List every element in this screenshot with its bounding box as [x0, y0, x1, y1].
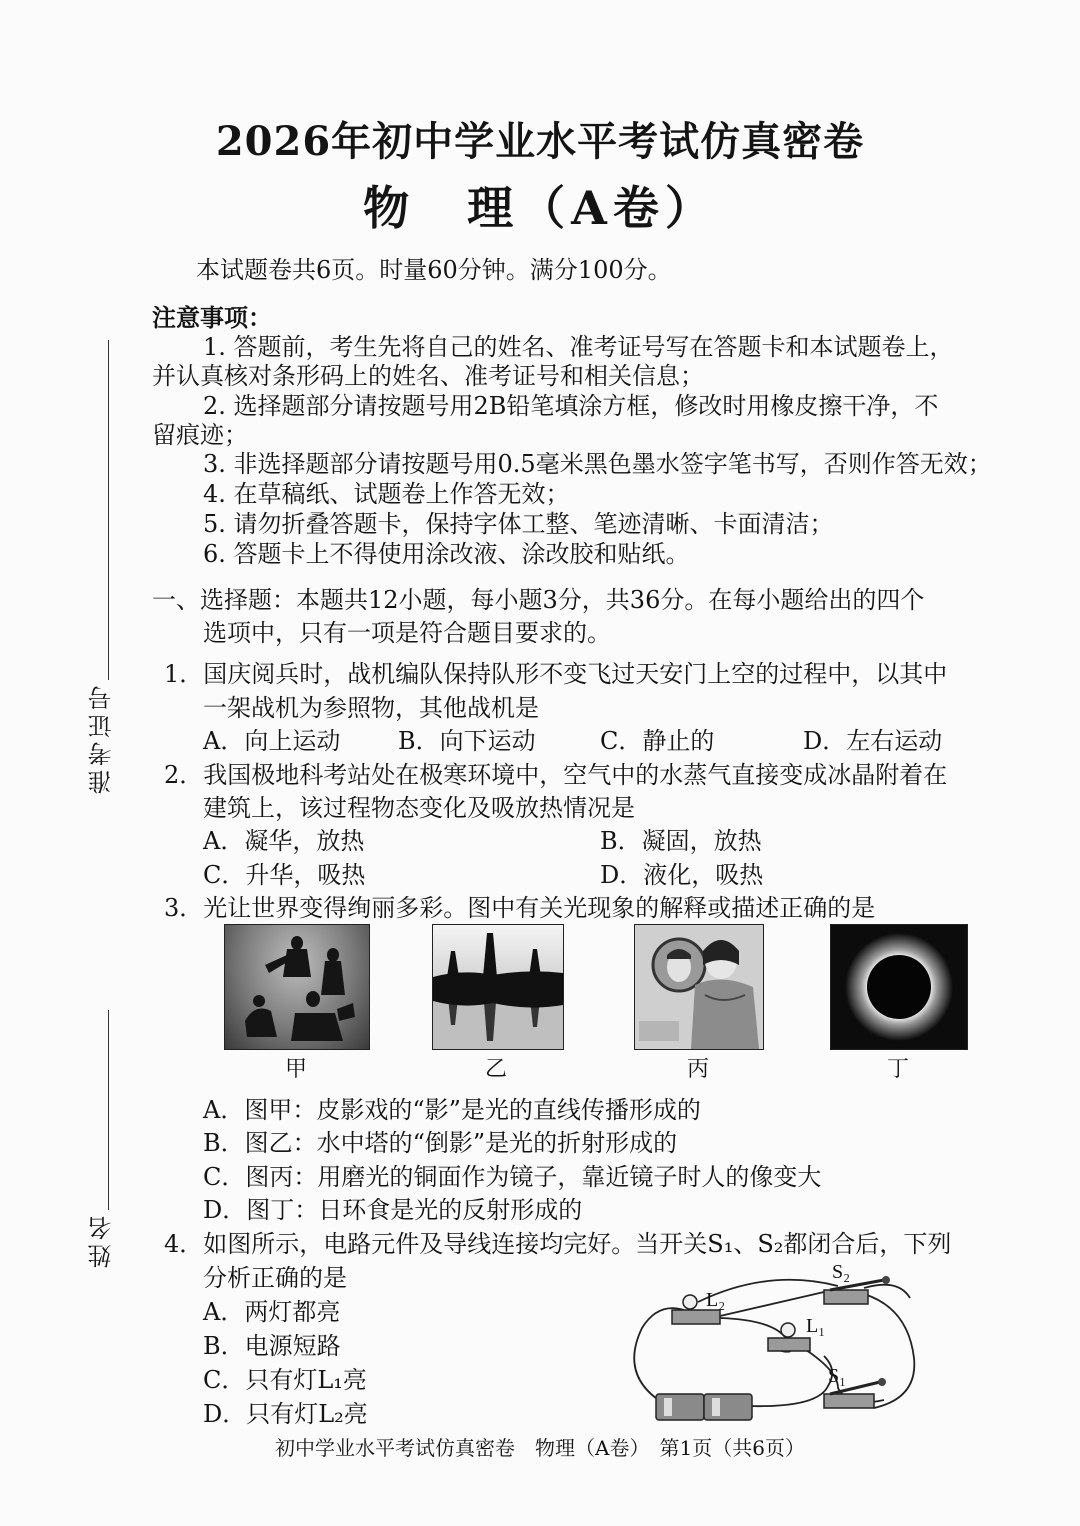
circuit-diagram: [628, 1258, 928, 1428]
q4-option-c: C．只有灯L₁亮: [203, 1366, 367, 1394]
q4-option-a: A．两灯都亮: [203, 1298, 341, 1326]
caption-jia: 甲: [284, 1057, 307, 1082]
exam-id-blank-line: [108, 340, 109, 680]
caption-ding: 丁: [886, 1057, 909, 1082]
question-2: 2．我国极地科考站处在极寒环境中，空气中的水蒸气直接变成冰晶附着在: [164, 761, 948, 789]
lamp-l1: [768, 1323, 810, 1351]
q3-option-c: C．图丙：用磨光的铜面作为镜子，靠近镜子时人的像变大: [203, 1163, 822, 1191]
q2-option-c: C．升华，吸热: [203, 861, 366, 889]
exam-id-label: 准考证号: [88, 682, 116, 794]
caption-bing: 丙: [686, 1057, 709, 1082]
question-1-cont: 一架战机为参照物，其他战机是: [203, 694, 539, 722]
exam-title: 2026年初中学业水平考试仿真密卷: [215, 118, 865, 165]
subject-title: 物 理（A卷）: [363, 181, 717, 235]
name-blank-line: [108, 1010, 109, 1210]
label-s1: S₁: [828, 1365, 847, 1387]
q2-option-a: A．凝华，放热: [203, 827, 365, 855]
q3-option-b: B．图乙：水中塔的“倒影”是光的折射形成的: [203, 1129, 678, 1157]
section-heading-cont: 选项中，只有一项是符合题目要求的。: [203, 619, 611, 647]
question-1: 1．国庆阅兵时，战机编队保持队形不变飞过天安门上空的过程中，以其中: [164, 660, 948, 688]
bronze-mirror-image: [634, 924, 764, 1050]
notice-line: 6. 答题卡上不得使用涂改液、涂改胶和贴纸。: [203, 540, 690, 568]
q3-option-a: A．图甲：皮影戏的“影”是光的直线传播形成的: [203, 1096, 701, 1124]
notice-line: 4. 在草稿纸、试题卷上作答无效；: [203, 480, 570, 508]
q2-option-b: B．凝固，放热: [600, 827, 762, 855]
label-l2: L₂: [706, 1289, 726, 1311]
notice-line: 2. 选择题部分请按题号用2B铅笔填涂方框，修改时用橡皮擦干净，不: [203, 392, 939, 420]
label-s2: S₂: [832, 1261, 851, 1283]
notice-line: 1. 答题前，考生先将自己的姓名、准考证号写在答题卡和本试题卷上，: [203, 333, 954, 361]
notice-line: 留痕迹；: [152, 421, 248, 449]
q1-option-d: D．左右运动: [803, 727, 943, 755]
q1-option-b: B．向下运动: [398, 727, 536, 755]
name-label: 姓名: [88, 1212, 116, 1268]
q4-option-b: B．电源短路: [203, 1332, 341, 1360]
question-4-cont: 分析正确的是: [203, 1264, 347, 1292]
q4-option-d: D．只有灯L₂亮: [203, 1400, 368, 1428]
q1-option-c: C．静止的: [600, 727, 715, 755]
section-heading: 一、选择题：本题共12小题，每小题3分，共36分。在每小题给出的四个: [152, 586, 925, 614]
notice-line: 3. 非选择题部分请按题号用0.5毫米黑色墨水签字笔书写，否则作答无效；: [203, 450, 992, 478]
pagoda-reflection-image: [432, 924, 564, 1050]
battery: [656, 1394, 752, 1420]
shadow-puppet-image: [224, 924, 370, 1050]
question-4: 4．如图所示，电路元件及导线连接均完好。当开关S₁、S₂都闭合后，下列: [164, 1230, 952, 1258]
caption-yi: 乙: [484, 1057, 507, 1082]
eclipse-image: [830, 924, 968, 1050]
question-3: 3．光让世界变得绚丽多彩。图中有关光现象的解释或描述正确的是: [164, 894, 876, 922]
notice-line: 并认真核对条形码上的姓名、准考证号和相关信息；: [152, 362, 704, 390]
page-footer: 初中学业水平考试仿真密卷 物理（A卷） 第1页（共6页）: [275, 1436, 805, 1460]
label-l1: L₁: [806, 1315, 826, 1337]
notice-heading: 注意事项：: [152, 303, 272, 332]
exam-intro: 本试题卷共6页。时量60分钟。满分100分。: [196, 256, 672, 284]
q3-option-d: D．图丁：日环食是光的反射形成的: [203, 1196, 583, 1224]
notice-line: 5. 请勿折叠答题卡，保持字体工整、笔迹清晰、卡面清洁；: [203, 510, 834, 538]
question-2-cont: 建筑上，该过程物态变化及吸放热情况是: [203, 794, 635, 822]
q1-option-a: A．向上运动: [203, 727, 341, 755]
q2-option-d: D．液化，吸热: [600, 861, 764, 889]
